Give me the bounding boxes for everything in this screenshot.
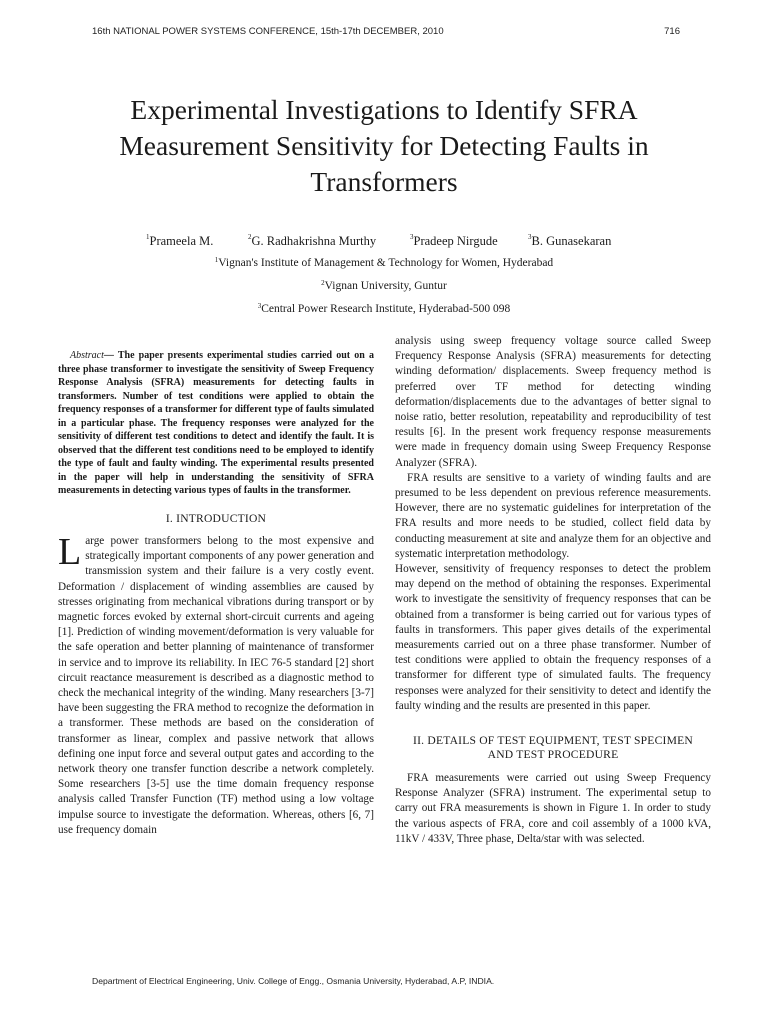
right-column: [395, 334, 711, 847]
author: $^3$Pradeep Nirgude: [410, 233, 498, 248]
affiliation: $^2$Vignan University, Guntur: [321, 279, 447, 292]
paragraph: analysis using sweep frequency voltage source called Sweep Frequency Response Analysis (SFRA) measurements for detecting winding deformation/ displacements. Sweep frequency method is preferred over TF method for detecting winding deformation/displacements due to the advantages of better signal to noise ratio, better resolution, repeatability and reproducibility of test results [6]. In the present work frequency response measurements were made in frequency domain using Sweep Frequency Response Analyzer (SFRA).: [395, 335, 711, 469]
author-list: [100, 234, 668, 252]
abstract-label: Abstract: [70, 350, 104, 361]
page-footer: Department of Electrical Engineering, Univ. College of Engg., Osmania University, Hyderabad, A.P, INDIA.: [92, 976, 495, 986]
title-line: Transformers: [310, 166, 458, 197]
author: $^1$Prameela M.: [146, 233, 214, 248]
title-line: Experimental Investigations to Identify SFRA: [130, 94, 638, 125]
paper-title: [60, 92, 708, 200]
conference-name: 16th NATIONAL POWER SYSTEMS CONFERENCE, 15th-17th DECEMBER, 2010: [92, 26, 444, 37]
drop-cap: L: [58, 531, 82, 574]
author: $^3$B. Gunasekaran: [528, 233, 612, 248]
page-number: 716: [664, 26, 680, 37]
affiliation: $^3$Central Power Research Institute, Hyderabad-500 098: [257, 302, 511, 315]
introduction-text: Large power transformers belong to the most expensive and strategically important components of any power generation and transmission system and their failure is a very costly event. Deformation / displacement of winding assemblies are caused by stresses originating from mechanical vibrations during transport or by magnetic forces evoked by external short-circuit currents and ageing [1]. Prediction of winding movement/deformation is very valuable for the safe operation and better planning of maintenance of transformer in service and to improve its reliability. In IEC 76-5 standard [2] short circuit reactance measurement is described as a diagnostic method to check the mechanical integrity of the winding. Many researchers [3-7] have been suggesting the FRA method to recognize the deformation in a transformer. These methods are based on the consideration of transformer as linear, complex and passive network that allows defining one input force and several output gates and according to the network theory one transfer function describe a network completely. Some researchers [3-5] use the time domain frequency response analysis called Transfer Function (TF) method using a low voltage impulse source to investigate the deformation. Whereas, others [6, 7] use frequency domain: [58, 531, 374, 836]
paragraph: However, sensitivity of frequency responses to detect the problem may depend on the method of obtaining the responses. Experimental work to investigate the sensitivity of frequency responses that can be obtained from a transformer is being carried out for various types of faults in transformers. This paper gives details of the experimental measurements carried out on a three phase transformer. Number of test conditions were applied to obtain the frequency responses of a transformer for different type of simulated faults. The frequency responses were analyzed for their sensitivity to detect and identify the faulty winding and the results are presented in this paper.: [395, 563, 711, 712]
section-heading-details-cont: AND TEST PROCEDURE: [487, 748, 619, 762]
abstract: Abstract— The paper presents experimental studies carried out on a three phase transformer to investigate the sensitivity of Sweep Frequency Response Analysis (SFRA) measurements for detecting faults in transformers. Number of test conditions were applied to obtain the frequency responses of a transformer for different type of faults simulated in a particular phase. The frequency responses were analyzed for the sensitivity of different test conditions to detect and identify the fault. It is observed that the different test conditions need to be employed to identify the type of fault and faulty winding. The experimental results presented in the paper will help in understanding the sensitivity of SFRA measurements in detecting various types of faults in the transformer.: [58, 350, 374, 497]
paragraph: FRA results are sensitive to a variety of winding faults and are presumed to be less dependent on previous reference measurements. However, there are no systematic guidelines for interpretation of the FRA results and more needs to be studied, collect field data by conducting measurement at site and analyze them for an objective and systematic interpretation methodology.: [395, 471, 711, 560]
running-header: [92, 26, 680, 40]
section-heading-details: II. DETAILS OF TEST EQUIPMENT, TEST SPECIMEN: [413, 734, 693, 748]
author: $^2$G. Radhakrishna Murthy: [248, 233, 377, 248]
title-line: Measurement Sensitivity for Detecting Faults in: [119, 130, 649, 161]
left-column: [58, 349, 374, 838]
abstract-text: The paper presents experimental studies carried out on a three phase transformer to investigate the sensitivity of Sweep Frequency Response Analysis (SFRA) measurements for detecting faults in transformers. Number of test conditions were applied to obtain the frequency responses of a transformer for different type of faults simulated in a particular phase. The frequency responses were analyzed for the sensitivity of different test conditions to detect and identify the fault. It is observed that the different test conditions need to be employed to identify the type of fault and faulty winding. The experimental results presented in the paper will help in understanding the sensitivity of SFRA measurements in detecting various types of faults in the transformer.: [58, 350, 374, 497]
section2-text: FRA measurements were carried out using Sweep Frequency Response Analyzer (SFRA) instrument. The experimental setup to carry out FRA measurements is shown in Figure 1. In order to study the various aspects of FRA, core and coil assembly of a 1000 kVA, 11kV / 433V, Three phase, Delta/star with was selected.: [395, 772, 711, 845]
affiliation: $^1$Vignan's Institute of Management & Technology for Women, Hyderabad: [214, 256, 554, 269]
section-heading-introduction: I. INTRODUCTION: [165, 512, 267, 526]
